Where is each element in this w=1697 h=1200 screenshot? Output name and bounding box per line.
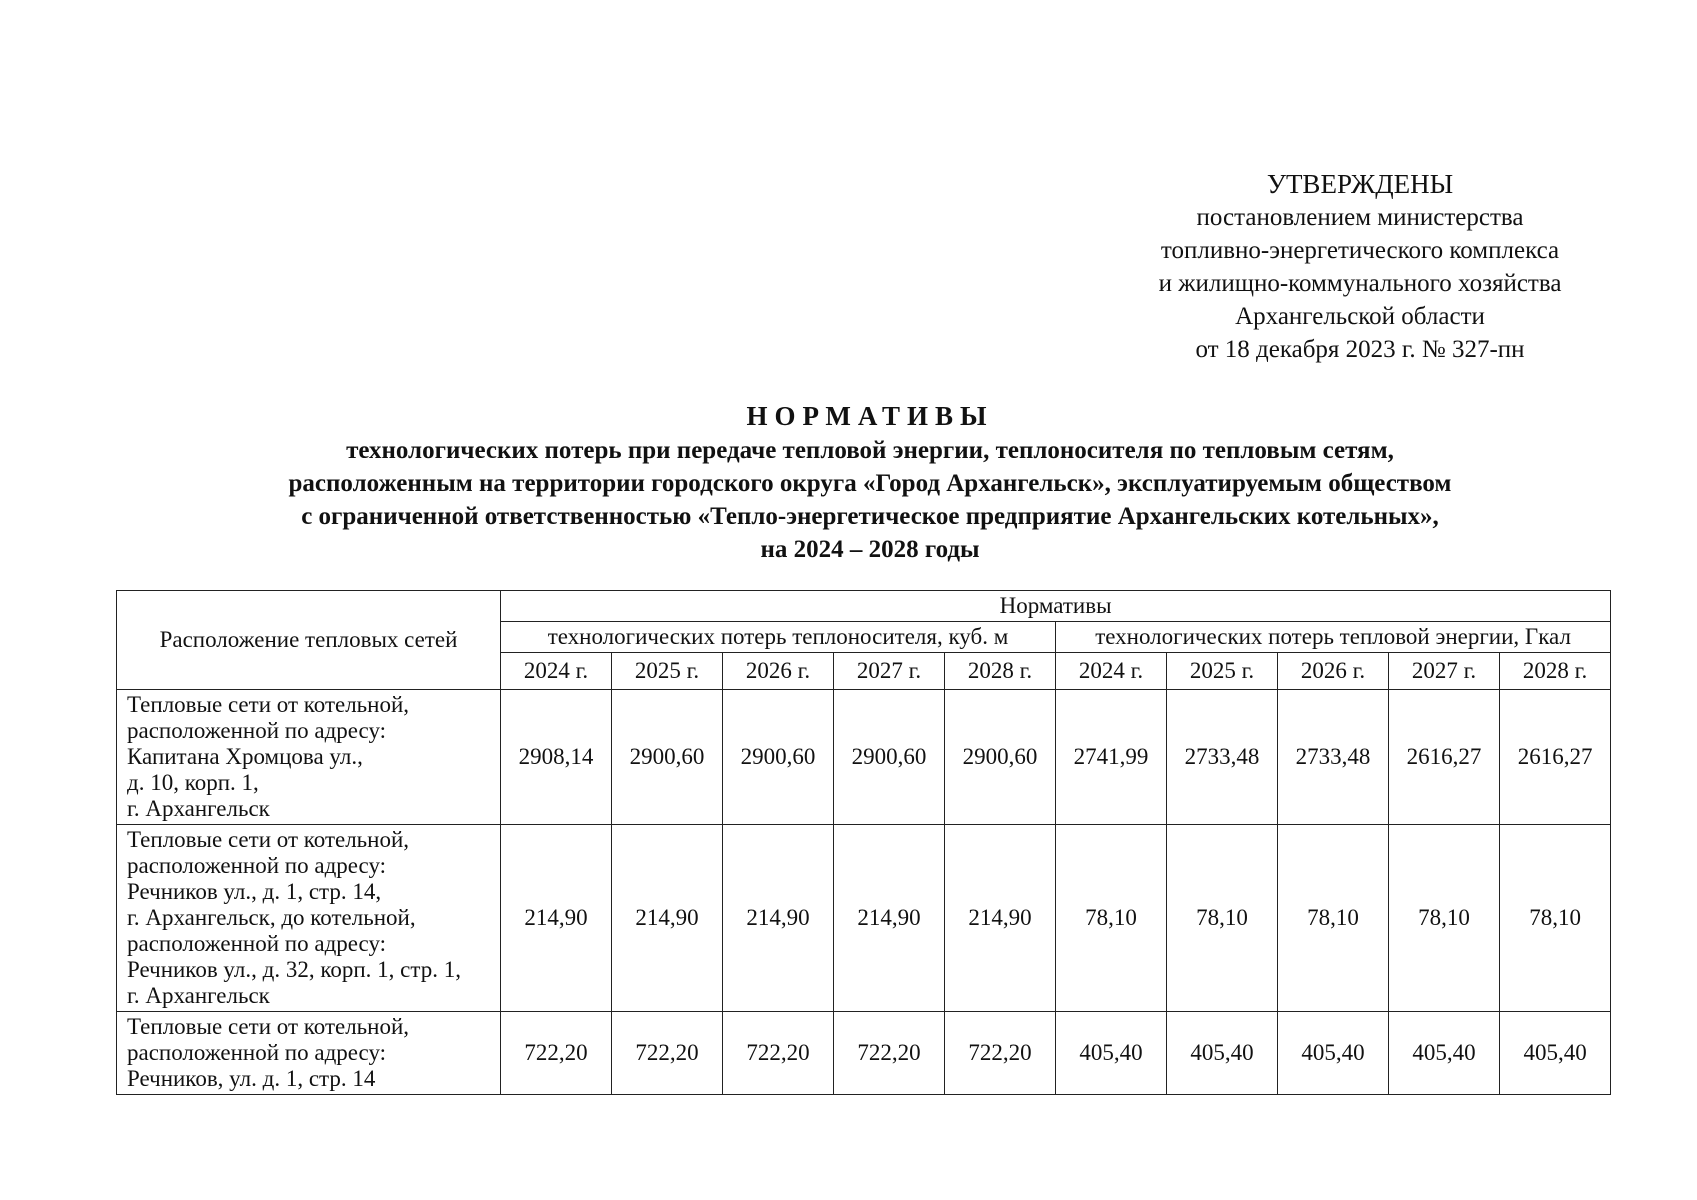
- table-row: [117, 690, 1611, 825]
- location-cell: [117, 690, 501, 825]
- value-cell: 214,90: [945, 825, 1056, 1012]
- approval-line: топливно-энергетического комплекса: [1160, 237, 1560, 264]
- location-line: Тепловые сети от котельной,: [127, 827, 410, 852]
- value-cell: 2900,60: [612, 690, 723, 825]
- location-line: Тепловые сети от котельной,: [127, 692, 410, 717]
- location-header: Расположение тепловых сетей: [117, 591, 501, 690]
- value-cell: 405,40: [1389, 1012, 1500, 1095]
- value-cell: 2741,99: [1056, 690, 1167, 825]
- year-header: 2025 г.: [1167, 653, 1278, 690]
- value-cell: 2900,60: [723, 690, 834, 825]
- table-row: [117, 825, 1611, 1012]
- value-cell: 214,90: [501, 825, 612, 1012]
- location-line: г. Архангельск: [127, 983, 270, 1008]
- location-line: Капитана Хромцова ул.,: [127, 744, 363, 769]
- value-cell: 214,90: [834, 825, 945, 1012]
- approval-line: и жилищно-коммунального хозяйства: [1158, 270, 1562, 297]
- norms-header: Нормативы: [501, 591, 1611, 622]
- location-line: расположенной по адресу:: [127, 1040, 387, 1065]
- document-title-main: НОРМАТИВЫ: [746, 401, 994, 431]
- location-line: д. 10, корп. 1,: [127, 770, 259, 795]
- approval-line: постановлением министерства: [1196, 204, 1524, 231]
- approval-line: Архангельской области: [1235, 303, 1485, 330]
- location-line: расположенной по адресу:: [127, 853, 387, 878]
- year-header: 2026 г.: [1278, 653, 1389, 690]
- value-cell: 2900,60: [834, 690, 945, 825]
- location-line: г. Архангельск, до котельной,: [127, 905, 416, 930]
- value-cell: 2900,60: [945, 690, 1056, 825]
- value-cell: 722,20: [834, 1012, 945, 1095]
- value-cell: 2616,27: [1389, 690, 1500, 825]
- year-header: 2026 г.: [723, 653, 834, 690]
- location-line: расположенной по адресу:: [127, 931, 387, 956]
- year-header: 2028 г.: [1500, 653, 1611, 690]
- value-cell: 405,40: [1278, 1012, 1389, 1095]
- approval-title: УТВЕРЖДЕНЫ: [1266, 169, 1454, 199]
- header-row-norms: [117, 591, 1611, 622]
- year-header: 2024 г.: [1056, 653, 1167, 690]
- location-line: Речников ул., д. 1, стр. 14,: [127, 879, 382, 904]
- location-line: Тепловые сети от котельной,: [127, 1014, 410, 1039]
- value-cell: 405,40: [1056, 1012, 1167, 1095]
- value-cell: 2733,48: [1167, 690, 1278, 825]
- approval-block: [1100, 168, 1620, 366]
- value-cell: 405,40: [1167, 1012, 1278, 1095]
- table-row: [117, 1012, 1611, 1095]
- location-cell: [117, 1012, 501, 1095]
- document-title-line: расположенным на территории городского округа «Город Архангельск», эксплуатируемым обществом: [288, 470, 1452, 497]
- value-cell: 214,90: [723, 825, 834, 1012]
- value-cell: 2616,27: [1500, 690, 1611, 825]
- location-line: Речников, ул. д. 1, стр. 14: [127, 1066, 376, 1091]
- location-line: г. Архангельск: [127, 796, 270, 821]
- year-header: 2025 г.: [612, 653, 723, 690]
- approval-date-line: от 18 декабря 2023 г. № 327-пн: [1195, 336, 1525, 363]
- coolant-loss-header: технологических потерь теплоносителя, куб. м: [501, 622, 1056, 653]
- value-cell: 214,90: [612, 825, 723, 1012]
- value-cell: 78,10: [1056, 825, 1167, 1012]
- value-cell: 722,20: [501, 1012, 612, 1095]
- value-cell: 2908,14: [501, 690, 612, 825]
- value-cell: 78,10: [1500, 825, 1611, 1012]
- document-title-line: с ограниченной ответственностью «Тепло-энергетическое предприятие Архангельских котельных»,: [301, 503, 1439, 530]
- year-header: 2027 г.: [1389, 653, 1500, 690]
- year-header: 2024 г.: [501, 653, 612, 690]
- heat-energy-loss-header: технологических потерь тепловой энергии, Гкал: [1056, 622, 1611, 653]
- location-line: расположенной по адресу:: [127, 718, 387, 743]
- value-cell: 722,20: [723, 1012, 834, 1095]
- norms-table: [116, 590, 1611, 1095]
- value-cell: 78,10: [1389, 825, 1500, 1012]
- document-title: [120, 398, 1620, 566]
- document-title-line: на 2024 – 2028 годы: [760, 536, 980, 563]
- location-line: Речников ул., д. 32, корп. 1, стр. 1,: [127, 957, 461, 982]
- value-cell: 722,20: [612, 1012, 723, 1095]
- value-cell: 722,20: [945, 1012, 1056, 1095]
- value-cell: 78,10: [1278, 825, 1389, 1012]
- document-title-line: технологических потерь при передаче тепловой энергии, теплоносителя по тепловым сетям,: [346, 437, 1394, 464]
- value-cell: 2733,48: [1278, 690, 1389, 825]
- location-cell: [117, 825, 501, 1012]
- year-header: 2027 г.: [834, 653, 945, 690]
- value-cell: 78,10: [1167, 825, 1278, 1012]
- year-header: 2028 г.: [945, 653, 1056, 690]
- value-cell: 405,40: [1500, 1012, 1611, 1095]
